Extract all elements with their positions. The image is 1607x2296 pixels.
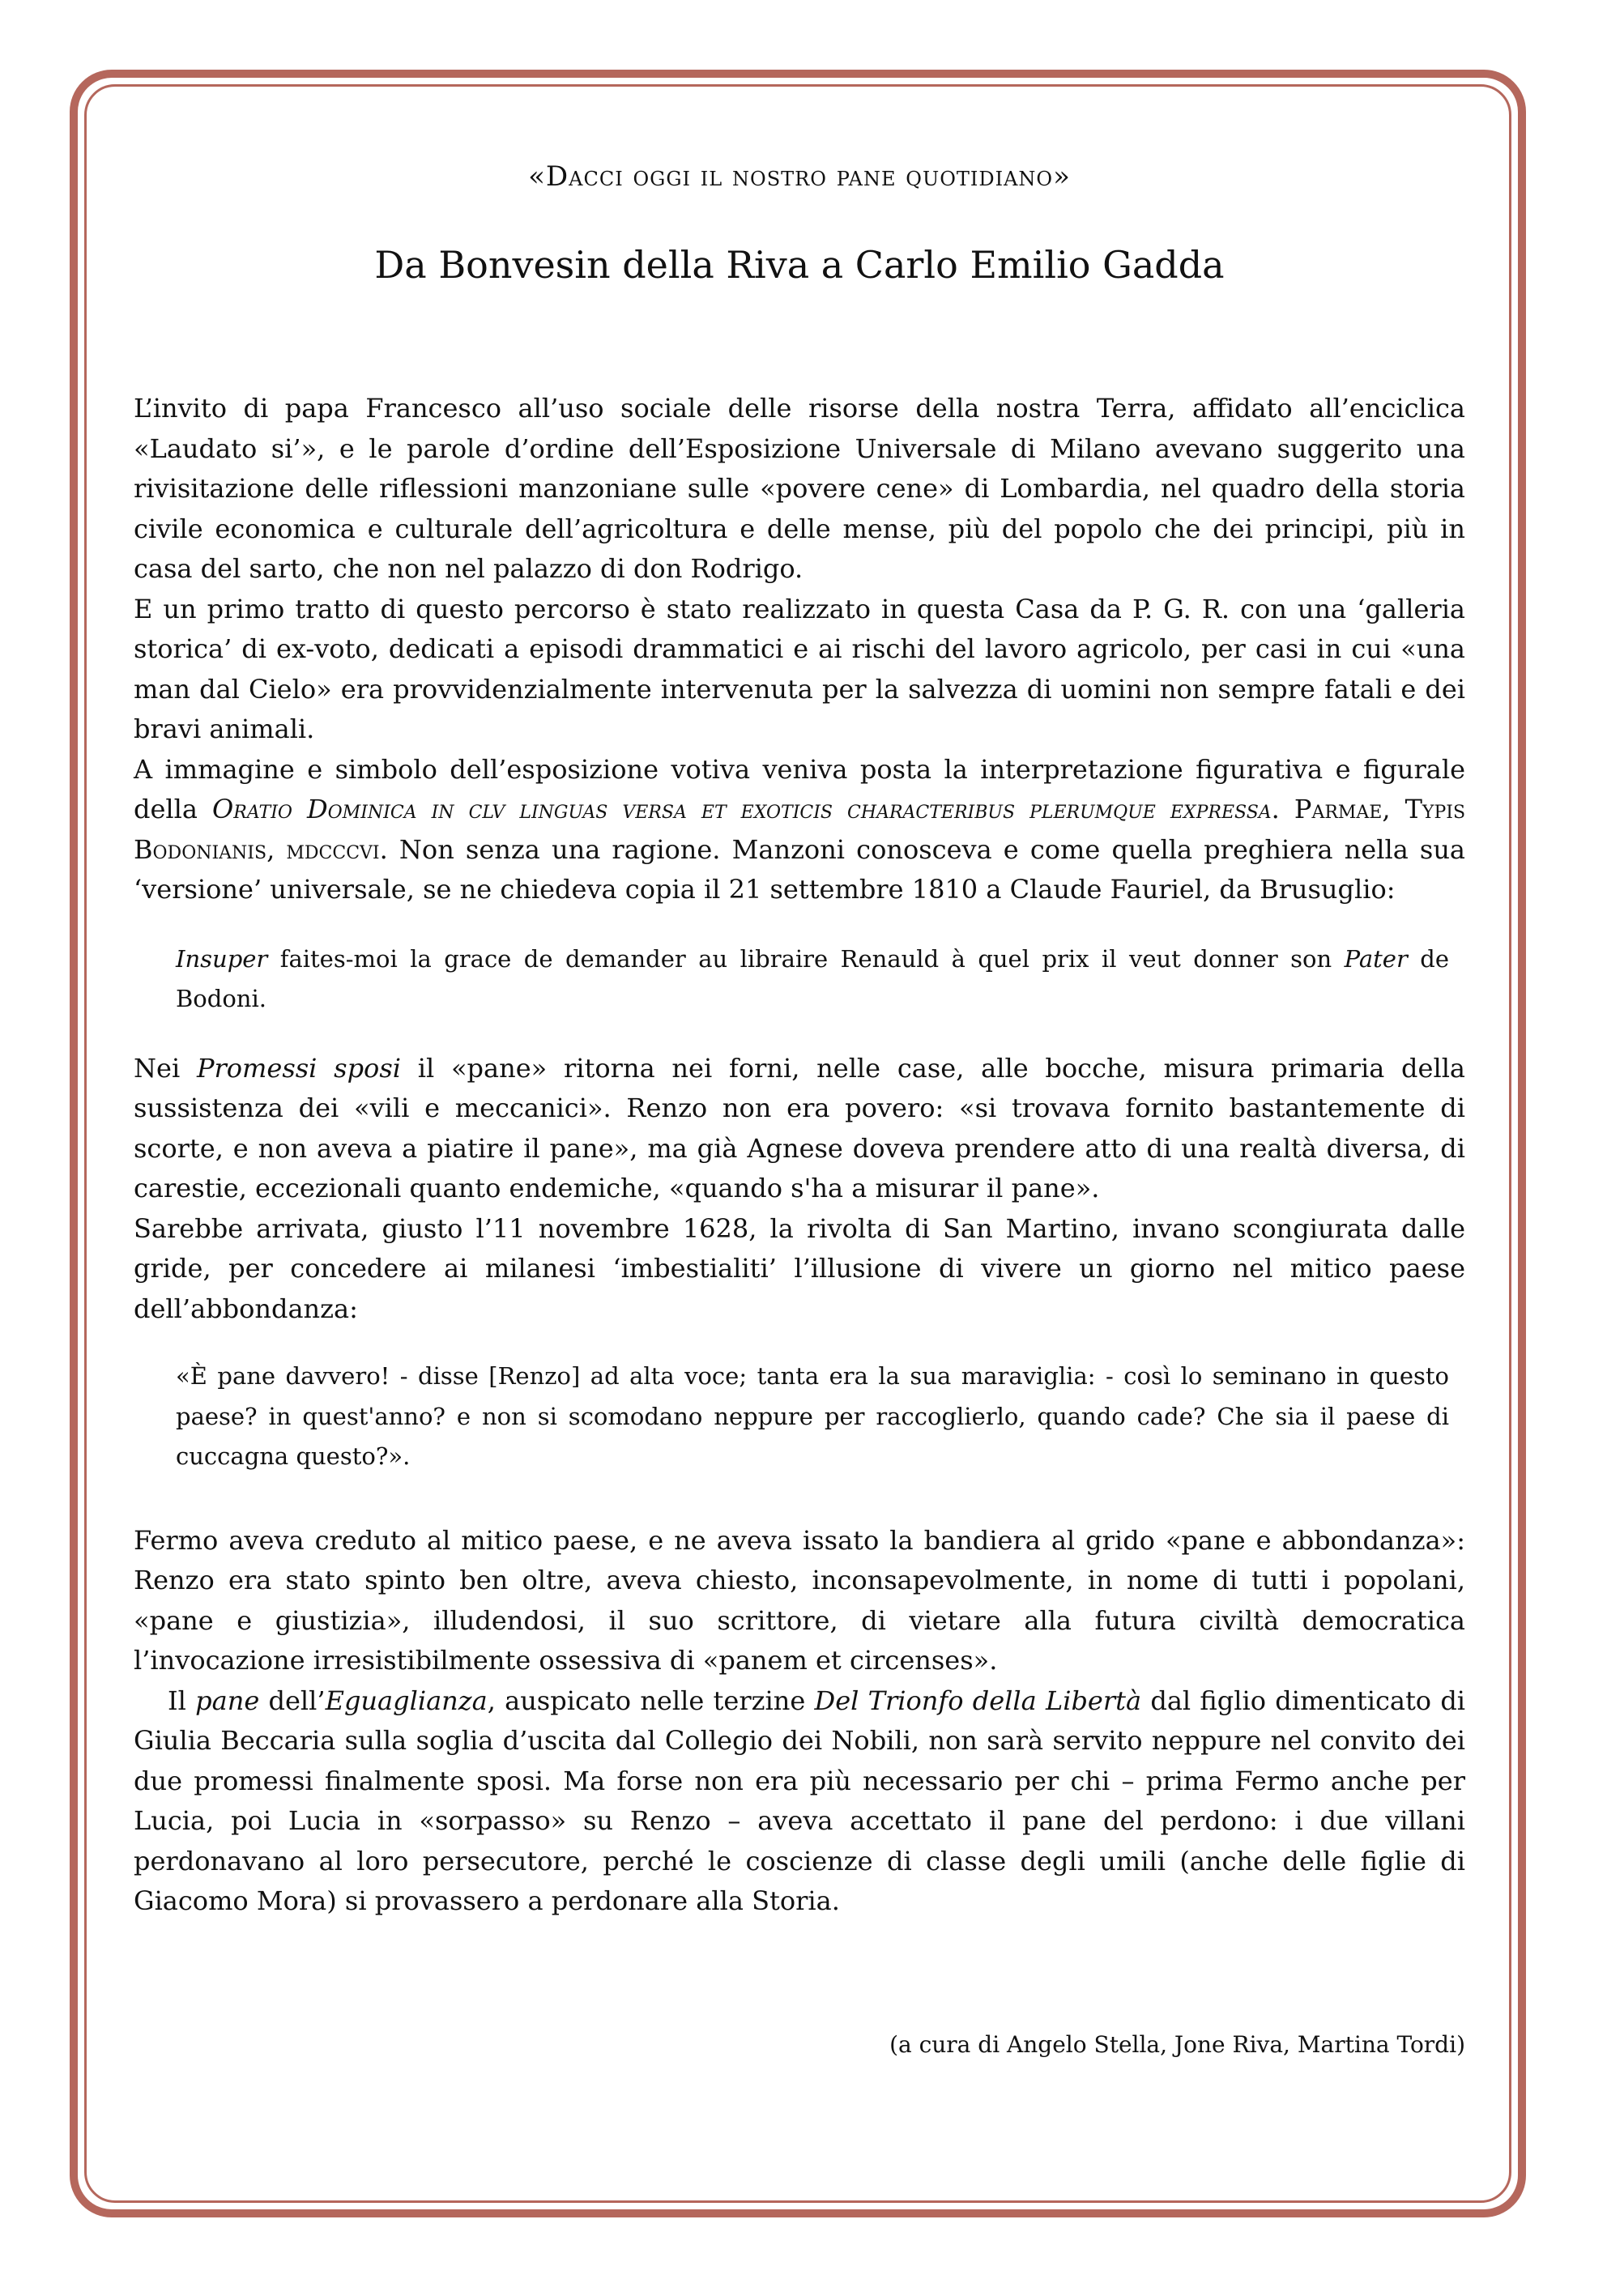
document-body <box>134 146 1466 2058</box>
paragraph-4 <box>134 1049 1465 1209</box>
document-title: Da Bonvesin della Riva a Carlo Emilio Gadda <box>374 243 1225 287</box>
paragraph-7-mid: , auspicato nelle terzine <box>487 1685 815 1716</box>
quote-1-pater: Pater <box>1344 944 1408 973</box>
book-title-oratio: Oratio Dominica in clv linguas versa et exoticis characteribus plerumque expressa <box>212 794 1272 824</box>
document-kicker: «Dacci oggi il nostro pane quotidiano» <box>528 160 1071 193</box>
quote-fauriel <box>134 939 1465 1020</box>
paragraph-1: L’invito di papa Francesco all’uso sociale delle risorse della nostra Terra, affidato all’enciclica «Laudato si’», e le parole d’ordine dell’Esposizione Universale di Milano avevano suggerito una rivisitazione delle riflessioni manzoniane sulle «povere cene» di Lombardia, nel quadro della storia civile economica e culturale dell’agricoltura e delle mense, più del popolo che dei principi, più in casa del sarto, che non nel palazzo di don Rodrigo. <box>134 393 1465 584</box>
quote-1-end: de Bodoni. <box>176 944 1449 1012</box>
paragraph-7-rest: dal figlio dimenticato di Giulia Beccaria sulla soglia d’uscita dal Collegio dei Nobili, non sarà servito neppure nel convito dei due promessi finalmente sposi. Ma forse non era più necessario per chi – prima Fermo anche per Lucia, poi Lucia in «sorpasso» su Renzo – aveva accettato il pane del perdono: i due villani perdonavano al loro persecutore, perché le coscienze di classe degli umili (anche delle figlie di Giacomo Mora) si provassero a perdonare alla Storia. <box>134 1685 1466 1916</box>
quote-1-insuper: Insuper <box>176 944 268 973</box>
quote-1-text: faites-moi la grace de demander au libraire Renauld à quel prix il veut donner son <box>267 944 1345 973</box>
paragraph-5: Sarebbe arrivata, giusto l’11 novembre 1628, la rivolta di San Martino, invano scongiurata dalle gride, per concedere ai milanesi ‘imbestialiti’ l’illusione di vivere un giorno nel mitico paese dell’abbondanza: <box>134 1212 1465 1324</box>
paragraph-2: E un primo tratto di questo percorso è stato realizzato in questa Casa da P. G. R. con una ‘galleria storica’ di ex-voto, dedicati a episodi drammatici e ai rischi del lavoro agricolo, per casi in cui «una man dal Cielo» era provvidenzialmente intervenuta per la salvezza di uomini non sempre fatali e dei bravi animali. <box>134 593 1465 744</box>
paragraph-3-text: A immagine e simbolo dell’esposizione votiva veniva posta la interpretazione figurativa e figurale della <box>134 753 1465 824</box>
paragraph-3-sep: . <box>1271 794 1294 824</box>
credit-line: (a cura di Angelo Stella, Jone Riva, Martina Tordi) <box>889 2031 1465 2058</box>
paragraph-7-start: Il <box>168 1685 196 1716</box>
book-title-promessi-sposi: Promessi sposi <box>196 1052 401 1084</box>
word-pane: pane <box>195 1685 260 1716</box>
word-eguaglianza: Eguaglianza <box>325 1685 488 1716</box>
paragraph-4-text: il «pane» ritorna nei forni, nelle case, alle bocche, misura primaria della sussistenza dei «vili e meccanici». Renzo non era povero: «si trovava fornito bastantemente di scorte, e non aveva a piatire il pane», ma già Agnese doveva prendere atto di una realtà diversa, di carestie, eccezionali quanto endemiche, «quando s'ha a misurar il pane». <box>134 1052 1466 1203</box>
imprint-bodoni: Parmae, Typis Bodonianis, mdcccvi <box>134 794 1466 865</box>
paragraph-7-dell: dell’ <box>259 1685 326 1716</box>
paragraph-6: Fermo aveva creduto al mitico paese, e ne aveva issato la bandiera al grido «pane e abbondanza»: Renzo era stato spinto ben oltre, aveva chiesto, inconsapevolmente, in nome di tutti i popolani, «pane e giustizia», illudendosi, il suo scrittore, di vietare alla futura civiltà democratica l’invocazione irresistibilmente ossessiva di «panem et circenses». <box>134 1524 1465 1676</box>
quote-renzo: «È pane davvero! - disse [Renzo] ad alta voce; tanta era la sua maraviglia: - così lo seminano in questo paese? in quest'anno? e non si scomodano neppure per raccoglierlo, quando cade? Che sia il paese di cuccagna questo?». <box>176 1362 1449 1470</box>
paragraph-3 <box>134 750 1465 910</box>
paragraph-3-rest: . Non senza una ragione. Manzoni conosceva e come quella preghiera nella sua ‘versione’ universale, se ne chiedeva copia il 21 settembre 1810 a Claude Fauriel, da Brusuglio: <box>134 833 1466 905</box>
paragraph-4-start: Nei <box>134 1052 197 1084</box>
work-title-trionfo: Del Trionfo della Libertà <box>814 1685 1142 1716</box>
paragraph-7 <box>134 1681 1465 1922</box>
